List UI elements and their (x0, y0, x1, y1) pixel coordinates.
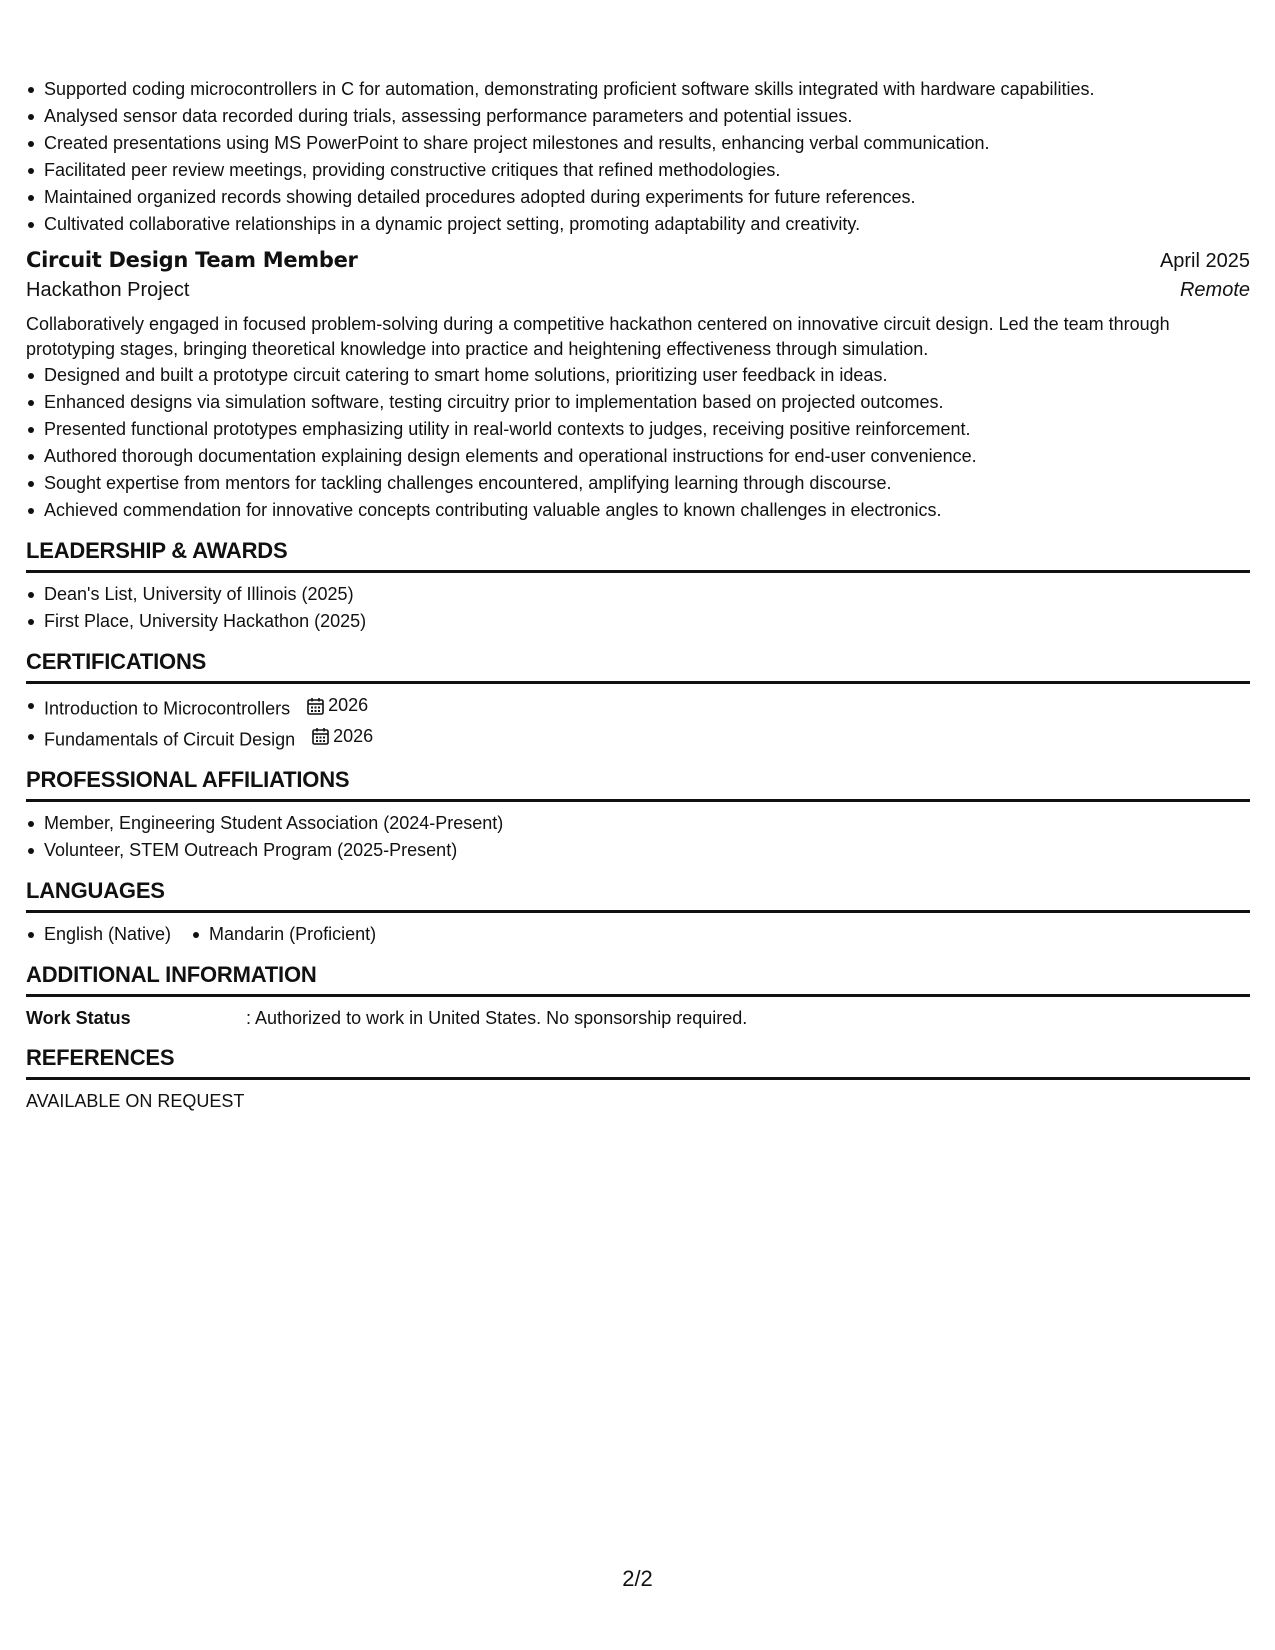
list-item: Cultivated collaborative relationships in a dynamic project setting, promoting adaptability and creativity. (44, 211, 1250, 238)
job-description: Collaboratively engaged in focused problem-solving during a competitive hackathon centered on innovative circuit design. Led the team through prototyping stages, bringing theoretical knowledge into practice and heightening effectiveness through simulation. (26, 314, 1170, 359)
job-entry (26, 248, 1250, 524)
list-item: Volunteer, STEM Outreach Program (2025-Present) (44, 837, 1250, 864)
job-date: April 2025 (1159, 250, 1250, 272)
list-item: Supported coding microcontrollers in C for automation, demonstrating proficient software skills integrated with hardware capabilities. (44, 76, 1250, 103)
section-title: LEADERSHIP & AWARDS (26, 538, 1250, 573)
list-item (44, 723, 1250, 754)
resume-page (26, 76, 1250, 1114)
list-item: Enhanced designs via simulation software, testing circuitry prior to implementation based on projected outcomes. (44, 389, 1250, 416)
certification-name: Introduction to Microcontrollers (44, 698, 291, 719)
list-item: Facilitated peer review meetings, providing constructive critiques that refined methodologies. (44, 157, 1250, 184)
list-item: Analysed sensor data recorded during trials, assessing performance parameters and potential issues. (44, 103, 1250, 130)
list-item: Maintained organized records showing detailed procedures adopted during experiments for future references. (44, 184, 1250, 211)
list-item: Created presentations using MS PowerPoint to share project milestones and results, enhancing verbal communication. (44, 130, 1250, 157)
list-item: Mandarin (Proficient) (209, 921, 376, 948)
list-item: Authored thorough documentation explaining design elements and operational instructions for end-user convenience. (44, 443, 1250, 470)
work-status-value: : Authorized to work in United States. No sponsorship required. (246, 1008, 748, 1028)
job-bullet-list (26, 362, 1250, 524)
additional-info-section (26, 962, 1250, 1031)
certification-year: 2026 (328, 695, 369, 715)
work-status-row (26, 1005, 1250, 1031)
references-text: AVAILABLE ON REQUEST (26, 1091, 245, 1111)
calendar-icon (312, 727, 329, 745)
work-status-label: Work Status (26, 1008, 131, 1028)
calendar-icon (307, 697, 324, 715)
list-item: Presented functional prototypes emphasizing utility in real-world contexts to judges, receiving positive reinforcement. (44, 416, 1250, 443)
list-item: Designed and built a prototype circuit catering to smart home solutions, prioritizing user feedback in ideas. (44, 362, 1250, 389)
leadership-section (26, 538, 1250, 635)
references-section (26, 1045, 1250, 1114)
section-title: REFERENCES (26, 1045, 1250, 1080)
languages-section (26, 878, 1250, 948)
certification-name: Fundamentals of Circuit Design (44, 729, 296, 749)
section-title: CERTIFICATIONS (26, 649, 1250, 684)
list-item (44, 692, 1250, 723)
section-title: ADDITIONAL INFORMATION (26, 962, 1250, 997)
job-title: Circuit Design Team Member (26, 248, 358, 272)
page-number: 2/2 (622, 1566, 653, 1591)
list-item: Member, Engineering Student Association (2024-Present) (44, 810, 1250, 837)
certifications-section (26, 649, 1250, 753)
list-item: Sought expertise from mentors for tackling challenges encountered, amplifying learning through discourse. (44, 470, 1250, 497)
section-title: LANGUAGES (26, 878, 1250, 913)
job-organization: Hackathon Project (26, 279, 190, 301)
list-item: English (Native) (44, 921, 171, 948)
list-item: Dean's List, University of Illinois (2025) (44, 581, 1250, 608)
list-item: Achieved commendation for innovative concepts contributing valuable angles to known challenges in electronics. (44, 497, 1250, 524)
job-location: Remote (1179, 279, 1250, 301)
list-item: First Place, University Hackathon (2025) (44, 608, 1250, 635)
section-title: PROFESSIONAL AFFILIATIONS (26, 767, 1250, 802)
certification-year: 2026 (333, 725, 374, 746)
experience-bullet-list-top (26, 76, 1250, 238)
affiliations-section (26, 767, 1250, 864)
